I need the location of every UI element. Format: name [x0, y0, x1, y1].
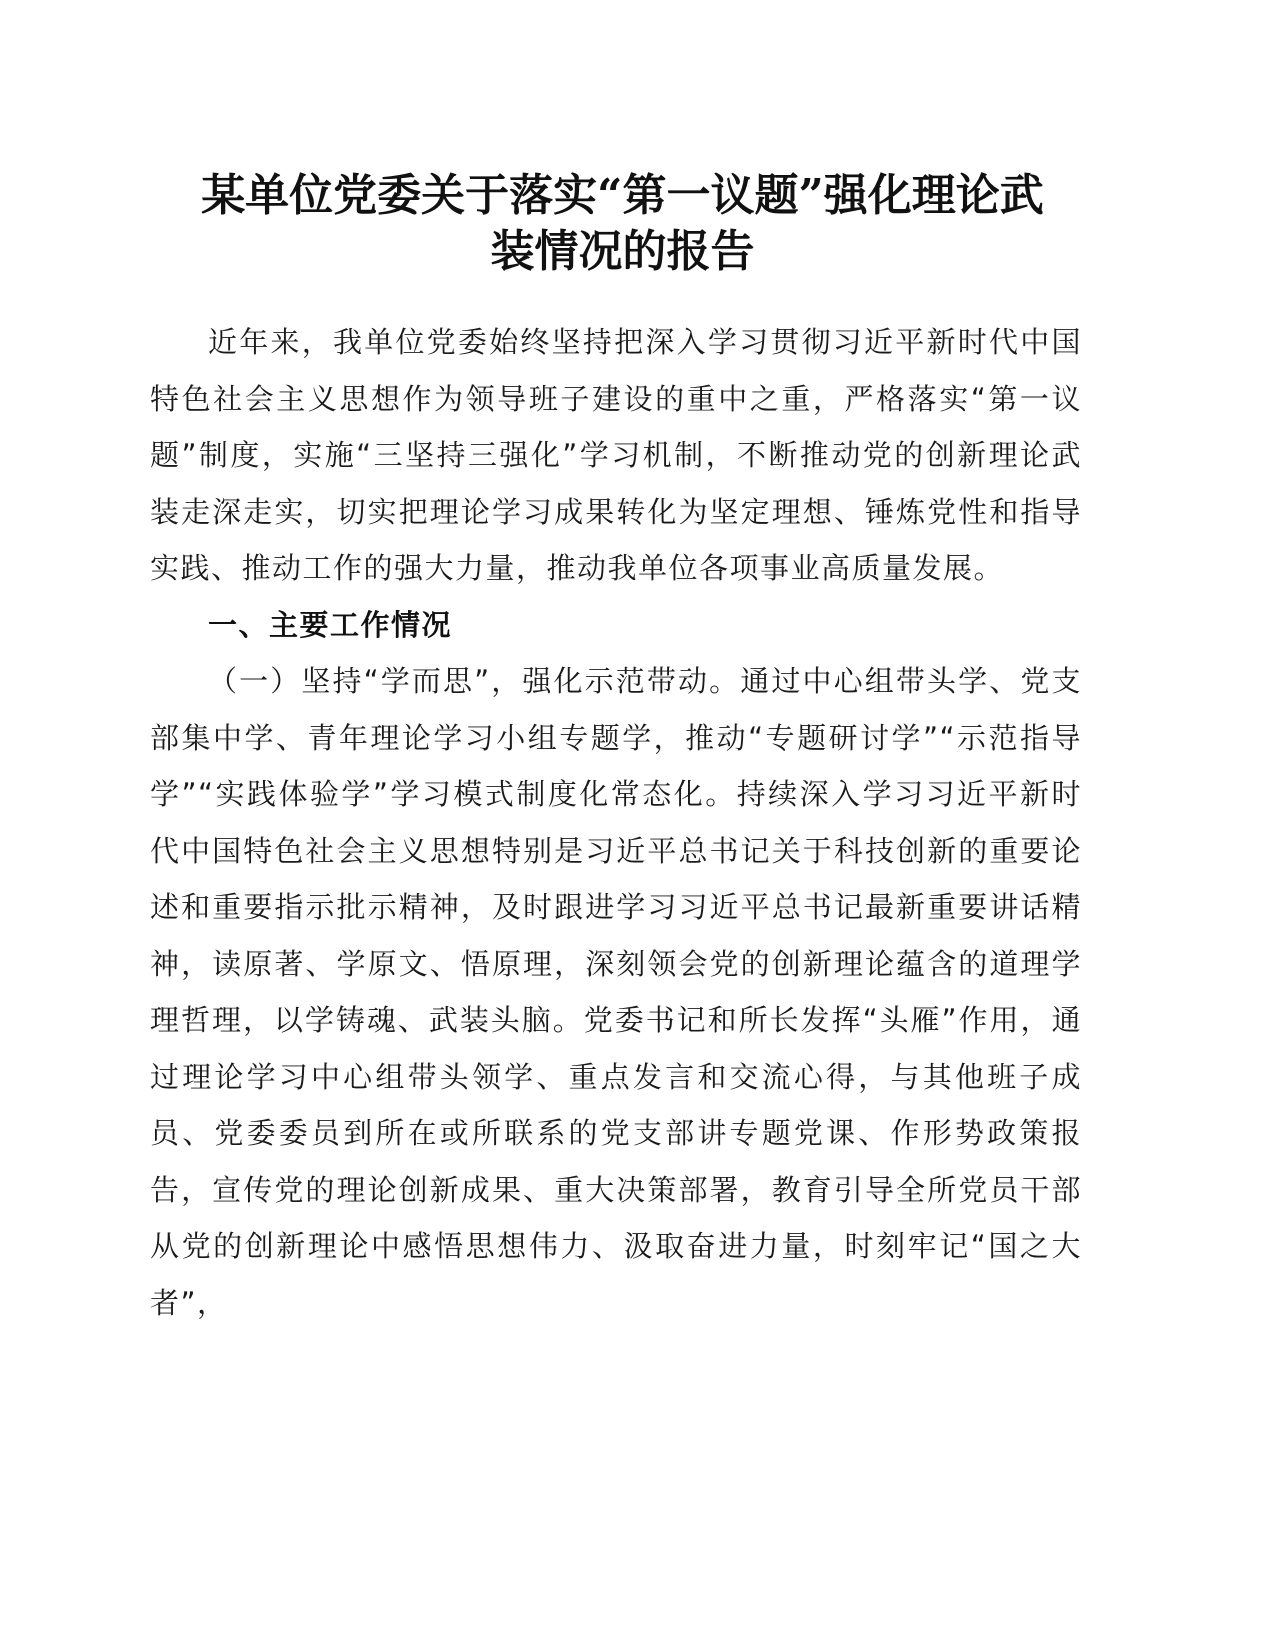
section-heading: 一、主要工作情况: [208, 607, 453, 642]
title-line-1: 某单位党委关于落实“第一议题”强化理论武: [201, 170, 1044, 221]
title-line-2: 装情况的报告: [490, 226, 755, 277]
document-title: [150, 168, 1095, 280]
document-body: [150, 314, 1082, 1331]
section-paragraph: （一）坚持“学而思”，强化示范带动。通过中心组带头学、党支部集中学、青年理论学习小组专题学，推动“专题研讨学”“示范指导学”“实践体验学”学习模式制度化常态化。持续深入学习习近平新时代中国特色社会主义思想特别是习近平总书记关于科技创新的重要论述和重要指示批示精神，及时跟进学习习近平总书记最新重要讲话精神，读原著、学原文、悟原理，深刻领会党的创新理论蕴含的道理学理哲理，以学铸魂、武装头脑。党委书记和所长发挥“头雁”作用，通过理论学习中心组带头领学、重点发言和交流心得，与其他班子成员、党委委员到所在或所联系的党支部讲专题党课、作形势政策报告，宣传党的理论创新成果、重大决策部署，教育引导全所党员干部从党的创新理论中感悟思想伟力、汲取奋进力量，时刻牢记“国之大者”，: [150, 664, 1082, 1320]
intro-paragraph: 近年来，我单位党委始终坚持把深入学习贯彻习近平新时代中国特色社会主义思想作为领导班子建设的重中之重，严格落实“第一议题”制度，实施“三坚持三强化”学习机制，不断推动党的创新理论武装走深走实，切实把理论学习成果转化为坚定理想、锤炼党性和指导实践、推动工作的强大力量，推动我单位各项事业高质量发展。: [150, 325, 1082, 585]
